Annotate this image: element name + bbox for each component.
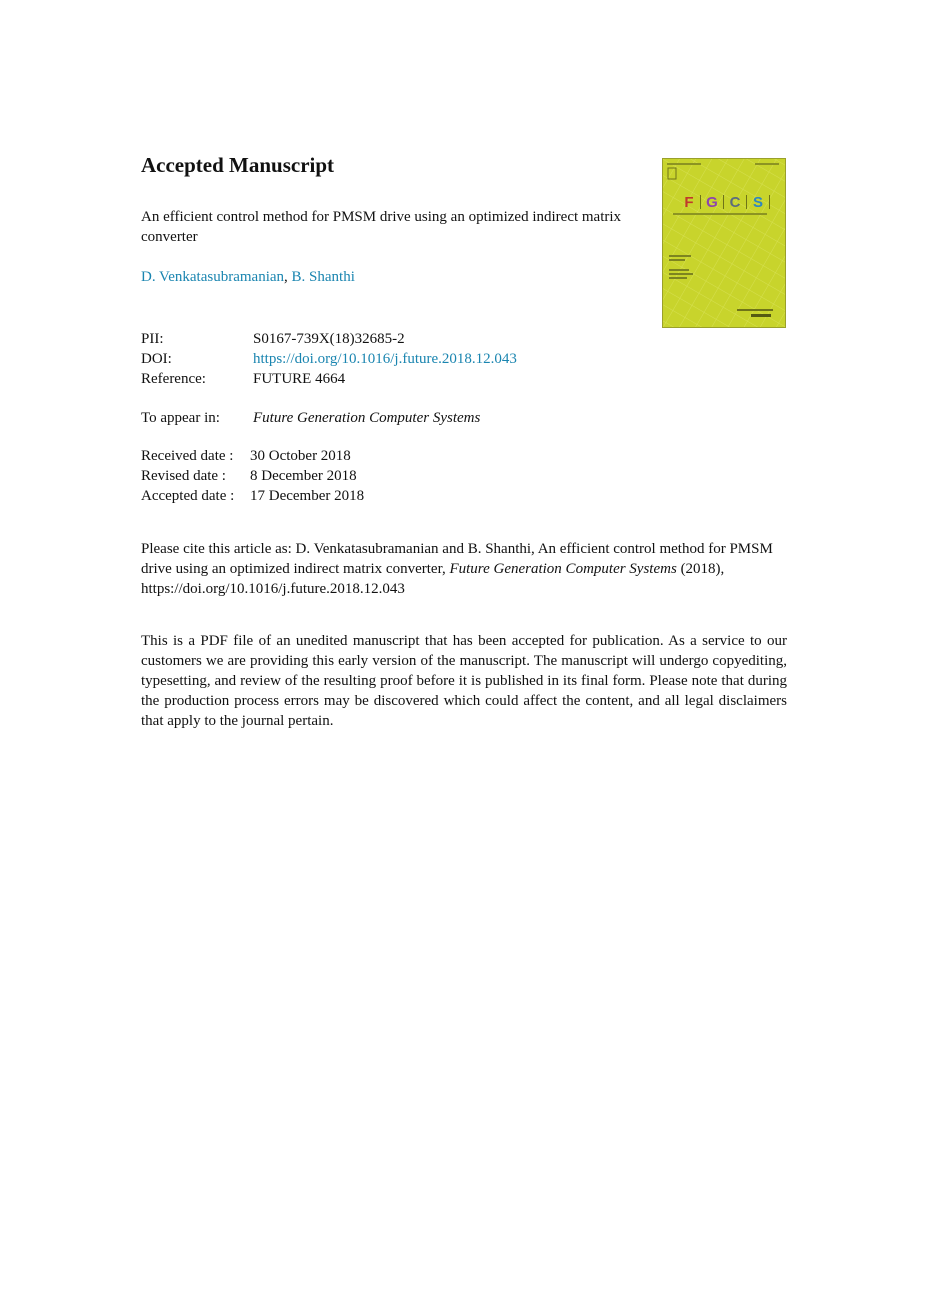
- pii-label: PII:: [141, 331, 164, 347]
- accepted-date-label: Accepted date :: [141, 488, 235, 504]
- citation-suffix: (2018), https://doi.org/10.1016/j.future.2018.12.043: [141, 561, 725, 597]
- logo-letter: F: [684, 194, 694, 211]
- citation-paragraph: [141, 539, 787, 599]
- author-link[interactable]: B. Shanthi: [291, 269, 355, 285]
- author-separator: ,: [284, 269, 292, 285]
- logo-letter: G: [706, 194, 718, 211]
- journal-cover-image: [662, 158, 786, 328]
- author-link[interactable]: D. Venkatasubramanian: [141, 269, 285, 285]
- received-date-label: Received date :: [141, 448, 234, 464]
- logo-letter: S: [752, 194, 764, 211]
- journal-cover-graphic: [663, 159, 785, 327]
- appear-in-label: To appear in:: [141, 410, 220, 426]
- article-title: An efficient control method for PMSM drive using an optimized indirect matrix converter: [141, 209, 622, 245]
- page-heading: Accepted Manuscript: [141, 153, 335, 177]
- reference-label: Reference:: [141, 371, 206, 387]
- citation-journal: Future Generation Computer Systems: [449, 561, 677, 577]
- reference-value: FUTURE 4664: [253, 371, 346, 387]
- accepted-date-value: 17 December 2018: [250, 488, 365, 504]
- revised-date-label: Revised date :: [141, 468, 226, 484]
- citation-prefix: Please cite this article as: D. Venkatasubramanian and B. Shanthi, An efficient control method for PMSM drive using an optimized indirect matrix converter,: [141, 541, 773, 577]
- journal-name: Future Generation Computer Systems: [253, 410, 481, 426]
- disclaimer-paragraph: This is a PDF file of an unedited manuscript that has been accepted for publication. As a service to our customers we are providing this early version of the manuscript. The manuscript will undergo copyediting, typesetting, and review of the resulting proof before it is published in its final form. Please note that during the production process errors may be discovered which could affect the content, and all legal disclaimers that apply to the journal pertain.: [141, 633, 787, 729]
- doi-label: DOI:: [141, 351, 172, 367]
- author-list: [141, 269, 355, 286]
- logo-letter: C: [729, 194, 741, 211]
- received-date-value: 30 October 2018: [250, 448, 351, 464]
- doi-link[interactable]: https://doi.org/10.1016/j.future.2018.12.043: [253, 351, 517, 367]
- pii-value: S0167-739X(18)32685-2: [253, 331, 405, 347]
- revised-date-value: 8 December 2018: [250, 468, 357, 484]
